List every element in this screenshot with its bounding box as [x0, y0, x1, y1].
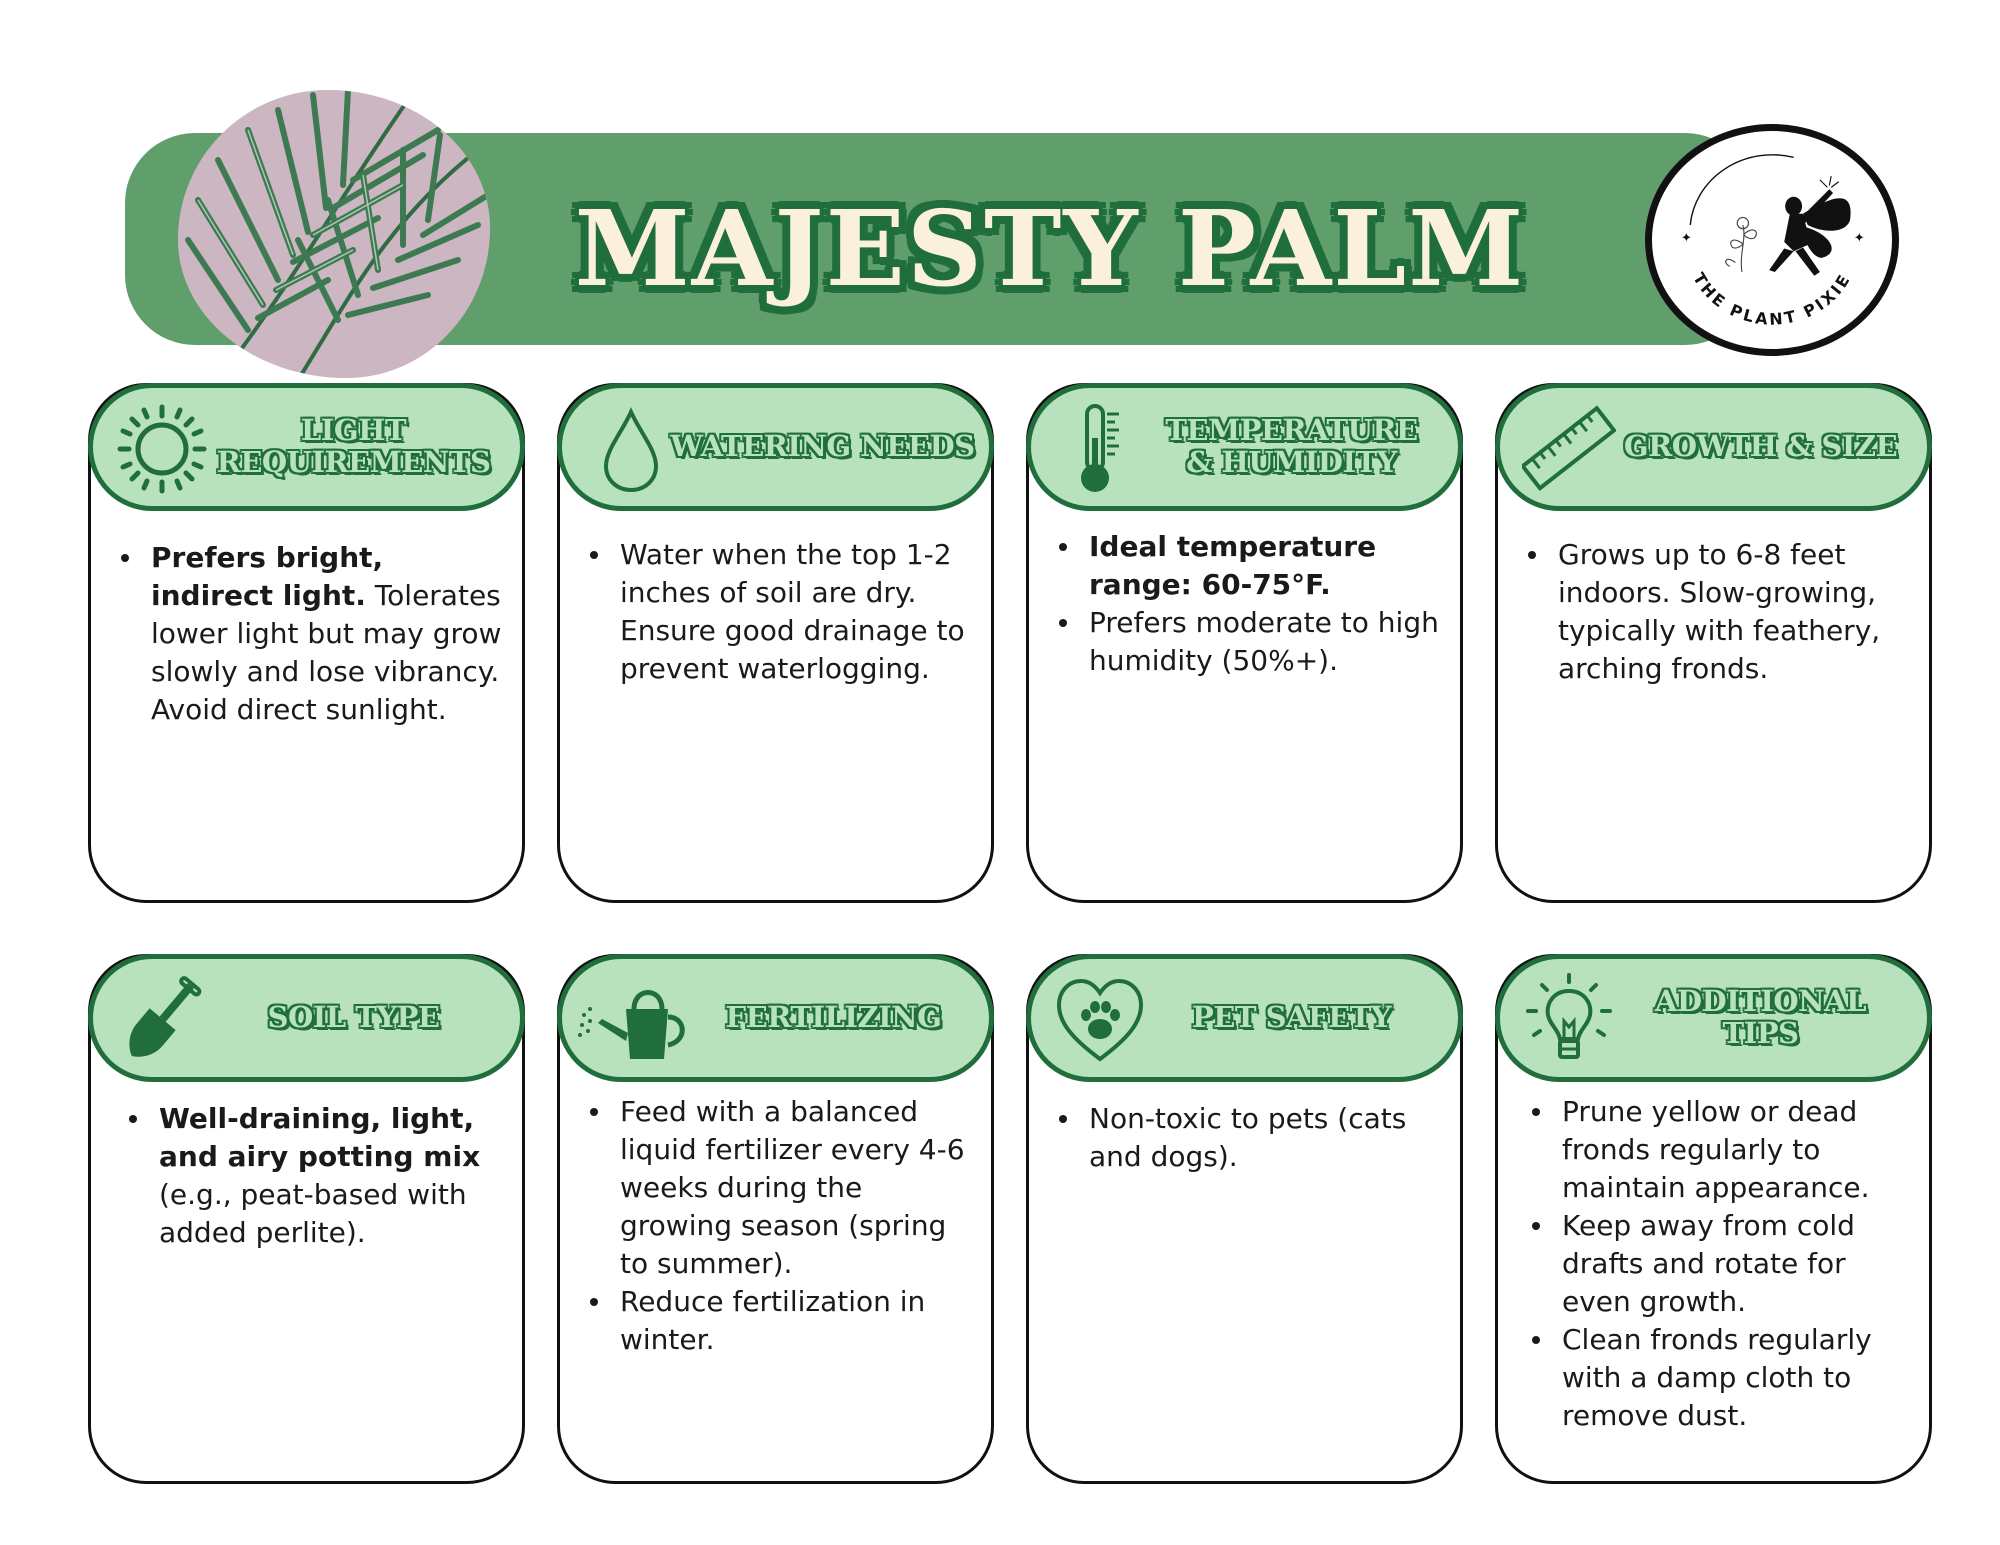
list-item: Non-toxic to pets (cats and dogs). — [1053, 1100, 1442, 1176]
card-title: GROWTH & SIZE — [1623, 429, 1898, 464]
list-item: Well-draining, light, and airy potting mix (e.g., peat-based with added perlite). — [123, 1100, 504, 1252]
list-item: Prefers moderate to high humidity (50%+). — [1053, 604, 1442, 680]
list-item: Clean fronds regularly with a damp cloth to remove dust. — [1526, 1321, 1911, 1435]
svg-text:✦: ✦ — [1853, 230, 1865, 246]
card-pet-safety — [1026, 954, 1463, 1484]
card-watering-needs — [557, 383, 994, 903]
card-body — [115, 539, 504, 729]
fairy-logo-icon — [1652, 131, 1892, 349]
card-header — [557, 383, 994, 511]
list-item: Prefers bright, indirect light. Tolerates lower light but may grow slowly and lose vibrancy. Avoid direct sunlight. — [115, 539, 504, 729]
card-header — [557, 954, 994, 1082]
list-item: Ideal temperature range: 60-75°F. — [1053, 528, 1442, 604]
card-body — [1053, 1100, 1442, 1176]
palm-leaf-image — [178, 90, 490, 378]
card-body — [1522, 536, 1911, 688]
card-body — [584, 536, 973, 688]
list-item: Prune yellow or dead fronds regularly to maintain appearance. — [1526, 1093, 1911, 1207]
card-body — [584, 1093, 973, 1359]
card-header — [1026, 954, 1463, 1082]
card-additional-tips — [1495, 954, 1932, 1484]
card-body — [1526, 1093, 1911, 1435]
card-header — [1495, 383, 1932, 511]
list-item: Keep away from cold drafts and rotate for even growth. — [1526, 1207, 1911, 1321]
card-soil-type — [88, 954, 525, 1484]
card-temperature-humidity — [1026, 383, 1463, 903]
card-title: PET SAFETY — [1191, 1000, 1391, 1035]
card-header — [1495, 954, 1932, 1082]
thermometer-icon — [1053, 402, 1147, 496]
water-drop-icon — [584, 402, 678, 496]
card-light-requirements — [88, 383, 525, 903]
plant-pixie-logo — [1645, 124, 1899, 356]
paw-heart-icon — [1053, 973, 1147, 1067]
list-item: Reduce fertilization in winter. — [584, 1283, 973, 1359]
card-title: SOIL TYPE — [267, 1000, 440, 1035]
page-title: MAJESTY PALM — [574, 186, 1526, 310]
logo-text: THE PLANT PIXIE — [1689, 269, 1855, 329]
card-title: FERTILIZING — [725, 1000, 942, 1035]
list-item: Feed with a balanced liquid fertilizer every 4-6 weeks during the growing season (spring to summer). — [584, 1093, 973, 1283]
card-body — [123, 1100, 504, 1252]
list-item: Water when the top 1-2 inches of soil are dry. Ensure good drainage to prevent waterlogging. — [584, 536, 973, 688]
card-body — [1053, 528, 1442, 680]
palm-photo — [178, 90, 490, 378]
ruler-icon — [1522, 402, 1616, 496]
card-header — [88, 954, 525, 1082]
card-fertilizing — [557, 954, 994, 1484]
svg-text:✦: ✦ — [1680, 230, 1692, 246]
svg-text:THE PLANT PIXIE — [1689, 269, 1855, 329]
sun-icon — [115, 402, 209, 496]
card-growth-size — [1495, 383, 1932, 903]
card-title: LIGHT REQUIREMENTS — [216, 413, 491, 479]
watering-can-icon — [576, 973, 696, 1067]
card-header — [1026, 383, 1463, 511]
card-header — [88, 383, 525, 511]
list-item: Grows up to 6-8 feet indoors. Slow-growing, typically with feathery, arching fronds. — [1522, 536, 1911, 688]
card-title: TEMPERATURE & HUMIDITY — [1165, 413, 1418, 479]
card-title: WATERING NEEDS — [670, 429, 975, 464]
lightbulb-icon — [1522, 973, 1616, 1067]
shovel-icon — [115, 973, 209, 1067]
card-title: ADDITIONAL TIPS — [1654, 984, 1867, 1050]
